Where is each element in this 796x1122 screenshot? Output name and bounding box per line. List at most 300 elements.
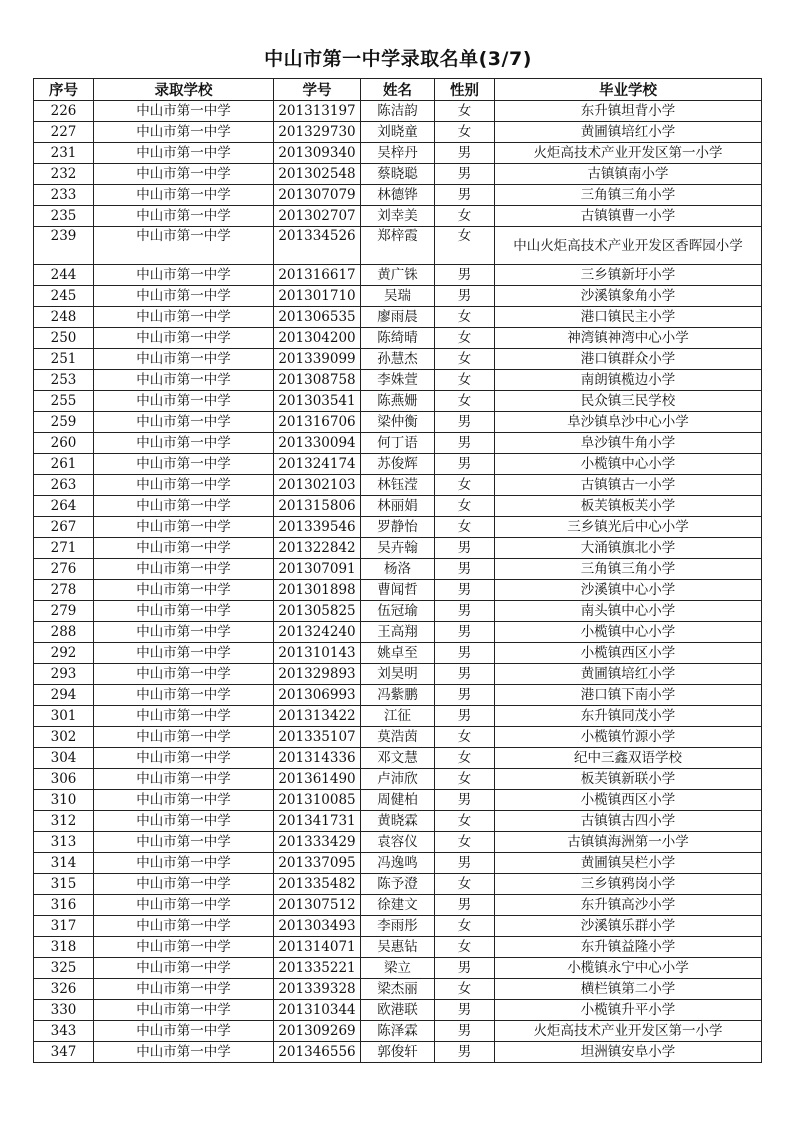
cell-serial: 294 — [34, 685, 94, 706]
cell-name: 江征 — [361, 706, 435, 727]
cell-student-id: 201315806 — [274, 496, 361, 517]
cell-gender: 男 — [435, 559, 495, 580]
cell-serial: 231 — [34, 143, 94, 164]
cell-student-id: 201304200 — [274, 328, 361, 349]
cell-gender: 男 — [435, 664, 495, 685]
table-row — [34, 185, 762, 206]
table-row — [34, 643, 762, 664]
header-serial: 序号 — [34, 79, 94, 101]
cell-admitting-school: 中山市第一中学 — [94, 122, 274, 143]
cell-name: 孙慧杰 — [361, 349, 435, 370]
cell-student-id: 201341731 — [274, 811, 361, 832]
table-row — [34, 475, 762, 496]
cell-gender: 男 — [435, 1000, 495, 1021]
table-row — [34, 433, 762, 454]
cell-student-id: 201310143 — [274, 643, 361, 664]
cell-graduated-school: 小榄镇永宁中心小学 — [495, 958, 762, 979]
cell-graduated-school: 古镇镇海洲第一小学 — [495, 832, 762, 853]
cell-student-id: 201303493 — [274, 916, 361, 937]
cell-student-id: 201334526 — [274, 227, 361, 265]
header-name: 姓名 — [361, 79, 435, 101]
header-gender: 性别 — [435, 79, 495, 101]
cell-gender: 男 — [435, 265, 495, 286]
cell-name: 欧港联 — [361, 1000, 435, 1021]
cell-admitting-school: 中山市第一中学 — [94, 227, 274, 265]
table-row — [34, 874, 762, 895]
cell-gender: 女 — [435, 748, 495, 769]
cell-name: 伍冠瑜 — [361, 601, 435, 622]
cell-student-id: 201339328 — [274, 979, 361, 1000]
cell-admitting-school: 中山市第一中学 — [94, 265, 274, 286]
cell-admitting-school: 中山市第一中学 — [94, 101, 274, 122]
cell-admitting-school: 中山市第一中学 — [94, 1021, 274, 1042]
table-row — [34, 1000, 762, 1021]
cell-gender: 男 — [435, 580, 495, 601]
cell-graduated-school: 大涌镇旗北小学 — [495, 538, 762, 559]
table-row — [34, 143, 762, 164]
cell-student-id: 201324174 — [274, 454, 361, 475]
cell-admitting-school: 中山市第一中学 — [94, 307, 274, 328]
table-row — [34, 748, 762, 769]
cell-admitting-school: 中山市第一中学 — [94, 811, 274, 832]
cell-name: 王高翔 — [361, 622, 435, 643]
cell-gender: 男 — [435, 643, 495, 664]
cell-gender: 男 — [435, 538, 495, 559]
cell-gender: 女 — [435, 874, 495, 895]
table-row — [34, 958, 762, 979]
cell-name: 李雨彤 — [361, 916, 435, 937]
page-title: 中山市第一中学录取名单(3/7) — [264, 48, 532, 70]
cell-graduated-school: 小榄镇西区小学 — [495, 790, 762, 811]
cell-graduated-school: 黄圃镇培红小学 — [495, 122, 762, 143]
cell-student-id: 201316706 — [274, 412, 361, 433]
table-row — [34, 580, 762, 601]
cell-student-id: 201330094 — [274, 433, 361, 454]
cell-admitting-school: 中山市第一中学 — [94, 601, 274, 622]
cell-name: 周健柏 — [361, 790, 435, 811]
header-student-id: 学号 — [274, 79, 361, 101]
cell-serial: 293 — [34, 664, 94, 685]
cell-graduated-school: 中山火炬高技术产业开发区香晖园小学 — [495, 227, 762, 265]
cell-student-id: 201307091 — [274, 559, 361, 580]
cell-gender: 男 — [435, 454, 495, 475]
cell-graduated-school: 南头镇中心小学 — [495, 601, 762, 622]
cell-admitting-school: 中山市第一中学 — [94, 664, 274, 685]
cell-name: 梁立 — [361, 958, 435, 979]
cell-name: 苏俊辉 — [361, 454, 435, 475]
cell-gender: 女 — [435, 206, 495, 227]
cell-gender: 男 — [435, 706, 495, 727]
cell-serial: 347 — [34, 1042, 94, 1063]
cell-graduated-school: 东升镇同茂小学 — [495, 706, 762, 727]
cell-name: 吴梓丹 — [361, 143, 435, 164]
cell-graduated-school: 三乡镇鸦岗小学 — [495, 874, 762, 895]
cell-gender: 女 — [435, 832, 495, 853]
cell-name: 梁仲衡 — [361, 412, 435, 433]
cell-serial: 267 — [34, 517, 94, 538]
cell-gender: 男 — [435, 958, 495, 979]
cell-name: 陈予澄 — [361, 874, 435, 895]
cell-admitting-school: 中山市第一中学 — [94, 143, 274, 164]
cell-serial: 318 — [34, 937, 94, 958]
table-row — [34, 227, 762, 265]
cell-serial: 248 — [34, 307, 94, 328]
cell-student-id: 201337095 — [274, 853, 361, 874]
cell-admitting-school: 中山市第一中学 — [94, 412, 274, 433]
cell-admitting-school: 中山市第一中学 — [94, 643, 274, 664]
cell-serial: 271 — [34, 538, 94, 559]
cell-student-id: 201310344 — [274, 1000, 361, 1021]
cell-student-id: 201302103 — [274, 475, 361, 496]
table-header-row — [34, 79, 762, 101]
cell-graduated-school: 阜沙镇阜沙中心小学 — [495, 412, 762, 433]
cell-name: 曹闻哲 — [361, 580, 435, 601]
table-row — [34, 164, 762, 185]
cell-graduated-school: 东升镇坦背小学 — [495, 101, 762, 122]
cell-student-id: 201329730 — [274, 122, 361, 143]
cell-serial: 312 — [34, 811, 94, 832]
cell-student-id: 201329893 — [274, 664, 361, 685]
cell-graduated-school: 阜沙镇牛角小学 — [495, 433, 762, 454]
cell-serial: 261 — [34, 454, 94, 475]
cell-gender: 男 — [435, 601, 495, 622]
cell-admitting-school: 中山市第一中学 — [94, 1000, 274, 1021]
cell-admitting-school: 中山市第一中学 — [94, 517, 274, 538]
cell-student-id: 201361490 — [274, 769, 361, 790]
cell-serial: 260 — [34, 433, 94, 454]
cell-name: 吴惠钻 — [361, 937, 435, 958]
cell-gender: 女 — [435, 307, 495, 328]
cell-gender: 男 — [435, 790, 495, 811]
cell-name: 刘幸美 — [361, 206, 435, 227]
cell-name: 林德铧 — [361, 185, 435, 206]
cell-name: 吴卉翰 — [361, 538, 435, 559]
cell-admitting-school: 中山市第一中学 — [94, 475, 274, 496]
cell-student-id: 201333429 — [274, 832, 361, 853]
cell-serial: 279 — [34, 601, 94, 622]
cell-gender: 女 — [435, 496, 495, 517]
cell-name: 莫浩茵 — [361, 727, 435, 748]
cell-admitting-school: 中山市第一中学 — [94, 874, 274, 895]
cell-serial: 276 — [34, 559, 94, 580]
cell-serial: 325 — [34, 958, 94, 979]
cell-graduated-school: 南朗镇榄边小学 — [495, 370, 762, 391]
cell-name: 陈洁韵 — [361, 101, 435, 122]
cell-student-id: 201301898 — [274, 580, 361, 601]
cell-serial: 227 — [34, 122, 94, 143]
cell-admitting-school: 中山市第一中学 — [94, 916, 274, 937]
cell-serial: 317 — [34, 916, 94, 937]
table-row — [34, 454, 762, 475]
cell-graduated-school: 沙溪镇象角小学 — [495, 286, 762, 307]
table-row — [34, 286, 762, 307]
cell-student-id: 201307512 — [274, 895, 361, 916]
cell-gender: 女 — [435, 811, 495, 832]
cell-serial: 330 — [34, 1000, 94, 1021]
cell-graduated-school: 古镇镇古四小学 — [495, 811, 762, 832]
cell-admitting-school: 中山市第一中学 — [94, 538, 274, 559]
table-row — [34, 307, 762, 328]
cell-serial: 278 — [34, 580, 94, 601]
cell-graduated-school: 坦洲镇安阜小学 — [495, 1042, 762, 1063]
cell-admitting-school: 中山市第一中学 — [94, 748, 274, 769]
cell-admitting-school: 中山市第一中学 — [94, 895, 274, 916]
table-row — [34, 664, 762, 685]
cell-student-id: 201313197 — [274, 101, 361, 122]
cell-name: 罗静怡 — [361, 517, 435, 538]
table-row — [34, 601, 762, 622]
cell-student-id: 201322842 — [274, 538, 361, 559]
cell-student-id: 201306535 — [274, 307, 361, 328]
cell-gender: 女 — [435, 916, 495, 937]
cell-graduated-school: 东升镇益隆小学 — [495, 937, 762, 958]
cell-graduated-school: 沙溪镇中心小学 — [495, 580, 762, 601]
cell-name: 陈燕姗 — [361, 391, 435, 412]
cell-student-id: 201316617 — [274, 265, 361, 286]
cell-gender: 女 — [435, 370, 495, 391]
cell-graduated-school: 黄圃镇吴栏小学 — [495, 853, 762, 874]
cell-admitting-school: 中山市第一中学 — [94, 979, 274, 1000]
cell-graduated-school: 东升镇高沙小学 — [495, 895, 762, 916]
cell-graduated-school: 小榄镇升平小学 — [495, 1000, 762, 1021]
cell-serial: 259 — [34, 412, 94, 433]
cell-admitting-school: 中山市第一中学 — [94, 769, 274, 790]
cell-gender: 女 — [435, 391, 495, 412]
cell-student-id: 201305825 — [274, 601, 361, 622]
cell-student-id: 201324240 — [274, 622, 361, 643]
admission-table — [33, 78, 762, 1063]
cell-admitting-school: 中山市第一中学 — [94, 580, 274, 601]
cell-serial: 315 — [34, 874, 94, 895]
cell-serial: 326 — [34, 979, 94, 1000]
cell-serial: 313 — [34, 832, 94, 853]
cell-student-id: 201309269 — [274, 1021, 361, 1042]
cell-admitting-school: 中山市第一中学 — [94, 727, 274, 748]
table-row — [34, 979, 762, 1000]
table-row — [34, 895, 762, 916]
cell-admitting-school: 中山市第一中学 — [94, 286, 274, 307]
cell-graduated-school: 古镇镇古一小学 — [495, 475, 762, 496]
table-row — [34, 1021, 762, 1042]
cell-gender: 男 — [435, 433, 495, 454]
cell-graduated-school: 港口镇民主小学 — [495, 307, 762, 328]
cell-graduated-school: 港口镇下南小学 — [495, 685, 762, 706]
cell-name: 黄广铢 — [361, 265, 435, 286]
cell-admitting-school: 中山市第一中学 — [94, 1042, 274, 1063]
cell-serial: 306 — [34, 769, 94, 790]
cell-graduated-school: 板芙镇板芙小学 — [495, 496, 762, 517]
cell-student-id: 201301710 — [274, 286, 361, 307]
cell-student-id: 201314071 — [274, 937, 361, 958]
table-row — [34, 853, 762, 874]
cell-gender: 男 — [435, 412, 495, 433]
cell-gender: 女 — [435, 517, 495, 538]
table-row — [34, 328, 762, 349]
cell-admitting-school: 中山市第一中学 — [94, 958, 274, 979]
cell-serial: 255 — [34, 391, 94, 412]
cell-student-id: 201313422 — [274, 706, 361, 727]
cell-admitting-school: 中山市第一中学 — [94, 559, 274, 580]
cell-gender: 女 — [435, 101, 495, 122]
cell-admitting-school: 中山市第一中学 — [94, 370, 274, 391]
cell-admitting-school: 中山市第一中学 — [94, 706, 274, 727]
cell-student-id: 201306993 — [274, 685, 361, 706]
cell-gender: 女 — [435, 227, 495, 265]
cell-name: 林钰滢 — [361, 475, 435, 496]
cell-student-id: 201302548 — [274, 164, 361, 185]
cell-graduated-school: 三角镇三角小学 — [495, 559, 762, 580]
cell-name: 陈泽霖 — [361, 1021, 435, 1042]
cell-name: 林丽娟 — [361, 496, 435, 517]
cell-gender: 男 — [435, 895, 495, 916]
cell-name: 徐建文 — [361, 895, 435, 916]
cell-graduated-school: 港口镇群众小学 — [495, 349, 762, 370]
cell-student-id: 201335107 — [274, 727, 361, 748]
table-row — [34, 706, 762, 727]
cell-graduated-school: 纪中三鑫双语学校 — [495, 748, 762, 769]
table-row — [34, 349, 762, 370]
cell-name: 郑梓霞 — [361, 227, 435, 265]
table-row — [34, 391, 762, 412]
cell-graduated-school: 横栏镇第二小学 — [495, 979, 762, 1000]
cell-name: 陈绮晴 — [361, 328, 435, 349]
cell-name: 廖雨晨 — [361, 307, 435, 328]
cell-gender: 男 — [435, 185, 495, 206]
cell-graduated-school: 民众镇三民学校 — [495, 391, 762, 412]
cell-student-id: 201308758 — [274, 370, 361, 391]
cell-graduated-school: 小榄镇中心小学 — [495, 622, 762, 643]
cell-graduated-school: 沙溪镇乐群小学 — [495, 916, 762, 937]
cell-gender: 男 — [435, 1042, 495, 1063]
cell-admitting-school: 中山市第一中学 — [94, 164, 274, 185]
cell-serial: 343 — [34, 1021, 94, 1042]
cell-serial: 232 — [34, 164, 94, 185]
cell-admitting-school: 中山市第一中学 — [94, 328, 274, 349]
header-admitting-school: 录取学校 — [94, 79, 274, 101]
cell-student-id: 201335221 — [274, 958, 361, 979]
cell-graduated-school: 三乡镇新圩小学 — [495, 265, 762, 286]
cell-serial: 244 — [34, 265, 94, 286]
cell-student-id: 201335482 — [274, 874, 361, 895]
cell-graduated-school: 黄圃镇培红小学 — [495, 664, 762, 685]
cell-name: 冯逸鸣 — [361, 853, 435, 874]
cell-serial: 263 — [34, 475, 94, 496]
cell-name: 冯紫鹏 — [361, 685, 435, 706]
cell-serial: 288 — [34, 622, 94, 643]
cell-admitting-school: 中山市第一中学 — [94, 496, 274, 517]
cell-gender: 女 — [435, 475, 495, 496]
table-row — [34, 622, 762, 643]
cell-name: 郭俊轩 — [361, 1042, 435, 1063]
table-row — [34, 727, 762, 748]
cell-admitting-school: 中山市第一中学 — [94, 832, 274, 853]
cell-graduated-school: 小榄镇西区小学 — [495, 643, 762, 664]
cell-gender: 女 — [435, 122, 495, 143]
cell-gender: 男 — [435, 1021, 495, 1042]
cell-admitting-school: 中山市第一中学 — [94, 622, 274, 643]
cell-name: 邓文慧 — [361, 748, 435, 769]
cell-graduated-school: 三乡镇光后中心小学 — [495, 517, 762, 538]
table-row — [34, 769, 762, 790]
cell-gender: 女 — [435, 979, 495, 1000]
cell-serial: 251 — [34, 349, 94, 370]
cell-name: 卢沛欣 — [361, 769, 435, 790]
cell-gender: 男 — [435, 143, 495, 164]
cell-serial: 310 — [34, 790, 94, 811]
cell-graduated-school: 小榄镇竹源小学 — [495, 727, 762, 748]
cell-gender: 男 — [435, 685, 495, 706]
cell-student-id: 201302707 — [274, 206, 361, 227]
cell-name: 蔡晓聪 — [361, 164, 435, 185]
cell-admitting-school: 中山市第一中学 — [94, 454, 274, 475]
cell-student-id: 201309340 — [274, 143, 361, 164]
table-row — [34, 937, 762, 958]
table-row — [34, 685, 762, 706]
cell-serial: 304 — [34, 748, 94, 769]
cell-admitting-school: 中山市第一中学 — [94, 685, 274, 706]
table-row — [34, 206, 762, 227]
cell-student-id: 201346556 — [274, 1042, 361, 1063]
cell-name: 黄晓霖 — [361, 811, 435, 832]
cell-student-id: 201339099 — [274, 349, 361, 370]
cell-graduated-school: 古镇镇曹一小学 — [495, 206, 762, 227]
cell-gender: 男 — [435, 286, 495, 307]
cell-gender: 女 — [435, 349, 495, 370]
cell-student-id: 201310085 — [274, 790, 361, 811]
cell-name: 袁容仪 — [361, 832, 435, 853]
table-row — [34, 122, 762, 143]
cell-serial: 233 — [34, 185, 94, 206]
table-row — [34, 790, 762, 811]
cell-name: 刘昊明 — [361, 664, 435, 685]
cell-serial: 250 — [34, 328, 94, 349]
cell-name: 梁杰丽 — [361, 979, 435, 1000]
cell-admitting-school: 中山市第一中学 — [94, 433, 274, 454]
cell-graduated-school: 三角镇三角小学 — [495, 185, 762, 206]
table-row — [34, 101, 762, 122]
cell-admitting-school: 中山市第一中学 — [94, 853, 274, 874]
cell-gender: 女 — [435, 769, 495, 790]
cell-name: 李姝萱 — [361, 370, 435, 391]
cell-serial: 264 — [34, 496, 94, 517]
table-body — [34, 101, 762, 1063]
cell-admitting-school: 中山市第一中学 — [94, 349, 274, 370]
cell-gender: 男 — [435, 622, 495, 643]
cell-serial: 226 — [34, 101, 94, 122]
cell-serial: 301 — [34, 706, 94, 727]
cell-graduated-school: 古镇镇南小学 — [495, 164, 762, 185]
cell-student-id: 201339546 — [274, 517, 361, 538]
cell-student-id: 201307079 — [274, 185, 361, 206]
table-row — [34, 1042, 762, 1063]
cell-name: 何丁语 — [361, 433, 435, 454]
cell-admitting-school: 中山市第一中学 — [94, 937, 274, 958]
cell-graduated-school: 板芙镇新联小学 — [495, 769, 762, 790]
cell-admitting-school: 中山市第一中学 — [94, 391, 274, 412]
cell-gender: 女 — [435, 727, 495, 748]
cell-admitting-school: 中山市第一中学 — [94, 790, 274, 811]
cell-name: 姚卓至 — [361, 643, 435, 664]
cell-admitting-school: 中山市第一中学 — [94, 185, 274, 206]
cell-serial: 235 — [34, 206, 94, 227]
table-row — [34, 496, 762, 517]
cell-serial: 239 — [34, 227, 94, 265]
cell-serial: 316 — [34, 895, 94, 916]
cell-graduated-school: 火炬高技术产业开发区第一小学 — [495, 1021, 762, 1042]
cell-gender: 女 — [435, 328, 495, 349]
cell-student-id: 201303541 — [274, 391, 361, 412]
cell-serial: 302 — [34, 727, 94, 748]
